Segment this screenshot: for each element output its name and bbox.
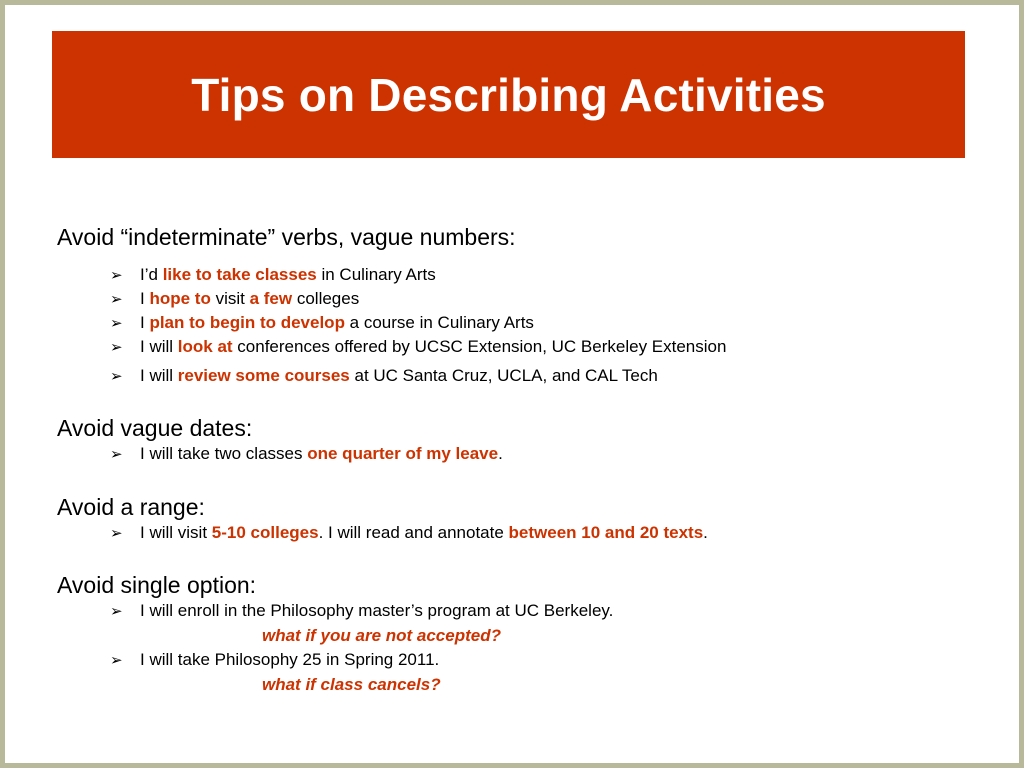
bullet-item: ➢ I’d like to take classes in Culinary Arts xyxy=(110,265,436,284)
question-note: what if you are not accepted? xyxy=(262,626,501,645)
arrow-bullet-icon: ➢ xyxy=(110,267,123,284)
arrow-bullet-icon: ➢ xyxy=(110,652,123,669)
arrow-bullet-icon: ➢ xyxy=(110,525,123,542)
arrow-bullet-icon: ➢ xyxy=(110,339,123,356)
arrow-bullet-icon: ➢ xyxy=(110,315,123,332)
section-heading-range: Avoid a range: xyxy=(57,494,205,520)
bullet-item: ➢ I hope to visit a few colleges xyxy=(110,289,360,308)
bullet-item: ➢ I will visit 5-10 colleges. I will read and annotate between 10 and 20 texts. xyxy=(110,523,708,542)
bullet-item: ➢ I will enroll in the Philosophy master’s program at UC Berkeley. xyxy=(110,601,614,620)
title-bar xyxy=(52,31,965,158)
slide-title: Tips on Describing Activities xyxy=(191,68,826,121)
section-heading-verbs: Avoid “indeterminate” verbs, vague numbers: xyxy=(57,224,516,250)
bullet-item: ➢ I will review some courses at UC Santa Cruz, UCLA, and CAL Tech xyxy=(110,366,658,385)
bullet-item: ➢ I will take two classes one quarter of my leave. xyxy=(110,444,503,463)
arrow-bullet-icon: ➢ xyxy=(110,368,123,385)
bullet-item: ➢ I will take Philosophy 25 in Spring 2011. xyxy=(110,650,440,669)
question-note: what if class cancels? xyxy=(262,675,441,694)
arrow-bullet-icon: ➢ xyxy=(110,603,123,620)
section-heading-single-option: Avoid single option: xyxy=(57,572,257,598)
arrow-bullet-icon: ➢ xyxy=(110,291,123,308)
arrow-bullet-icon: ➢ xyxy=(110,446,123,463)
bullet-item: ➢ I will look at conferences offered by UCSC Extension, UC Berkeley Extension xyxy=(110,337,727,356)
bullet-item: ➢ I plan to begin to develop a course in Culinary Arts xyxy=(110,313,534,332)
section-heading-dates: Avoid vague dates: xyxy=(57,415,253,441)
